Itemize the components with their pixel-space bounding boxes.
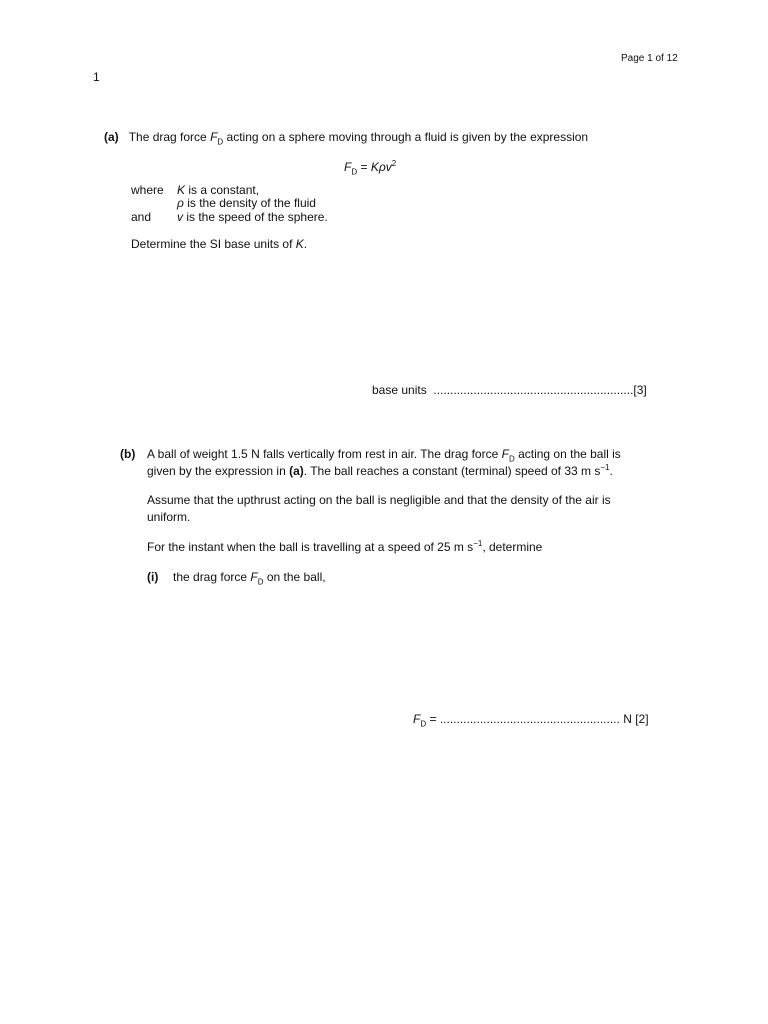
base-units-answer-line[interactable] xyxy=(372,383,647,397)
page-label: Page 1 of 12 xyxy=(621,53,678,64)
part-b-line1: A ball of weight 1.5 N falls vertically from rest in air. The drag force $F_D$ acting on the ball is xyxy=(147,447,621,464)
where-row: and xyxy=(131,210,152,224)
part-a-label: (a) xyxy=(104,130,119,144)
marks: [2] xyxy=(635,712,649,726)
drag-equation: $F_D = K\rho v^2$ xyxy=(344,159,397,177)
part-b-line2: given by the expression in (a). The ball reaches a constant (terminal) speed of 33 m $s^{-1}$. xyxy=(147,463,613,478)
part-b-label: (b) xyxy=(120,447,136,461)
where-row-def: ρ is the density of the fluid xyxy=(177,196,316,210)
part-a-task: Determine the SI base units of K. xyxy=(131,237,308,251)
where-row-def: v is the speed of the sphere. xyxy=(177,210,328,224)
drag-force-answer-line[interactable]: $F_D$ = ...................................................... N [2] xyxy=(413,712,649,729)
unit: N xyxy=(623,712,632,726)
marks: [3] xyxy=(633,383,647,397)
sub-i-text: the drag force $F_D$ on the ball, xyxy=(173,570,326,587)
answer-dots: ............................................................ xyxy=(433,383,634,397)
question-number: 1 xyxy=(93,70,100,84)
answer-dots: ...................................................... xyxy=(439,712,620,726)
answer-label: base units xyxy=(372,383,427,397)
assumption-line1: Assume that the upthrust acting on the ball is negligible and that the density of the air is xyxy=(147,493,611,507)
part-a-intro: (a) The drag force $F_D$ acting on a sphere moving through a fluid is given by the expression xyxy=(104,130,589,147)
where-row: where xyxy=(131,183,164,197)
instant-line: For the instant when the ball is travelling at a speed of 25 m $s^{-1}$, determine xyxy=(147,539,543,554)
where-row-def: K is a constant, xyxy=(177,183,260,197)
assumption-line2: uniform. xyxy=(147,510,191,524)
sub-i-label: (i) xyxy=(147,570,159,584)
